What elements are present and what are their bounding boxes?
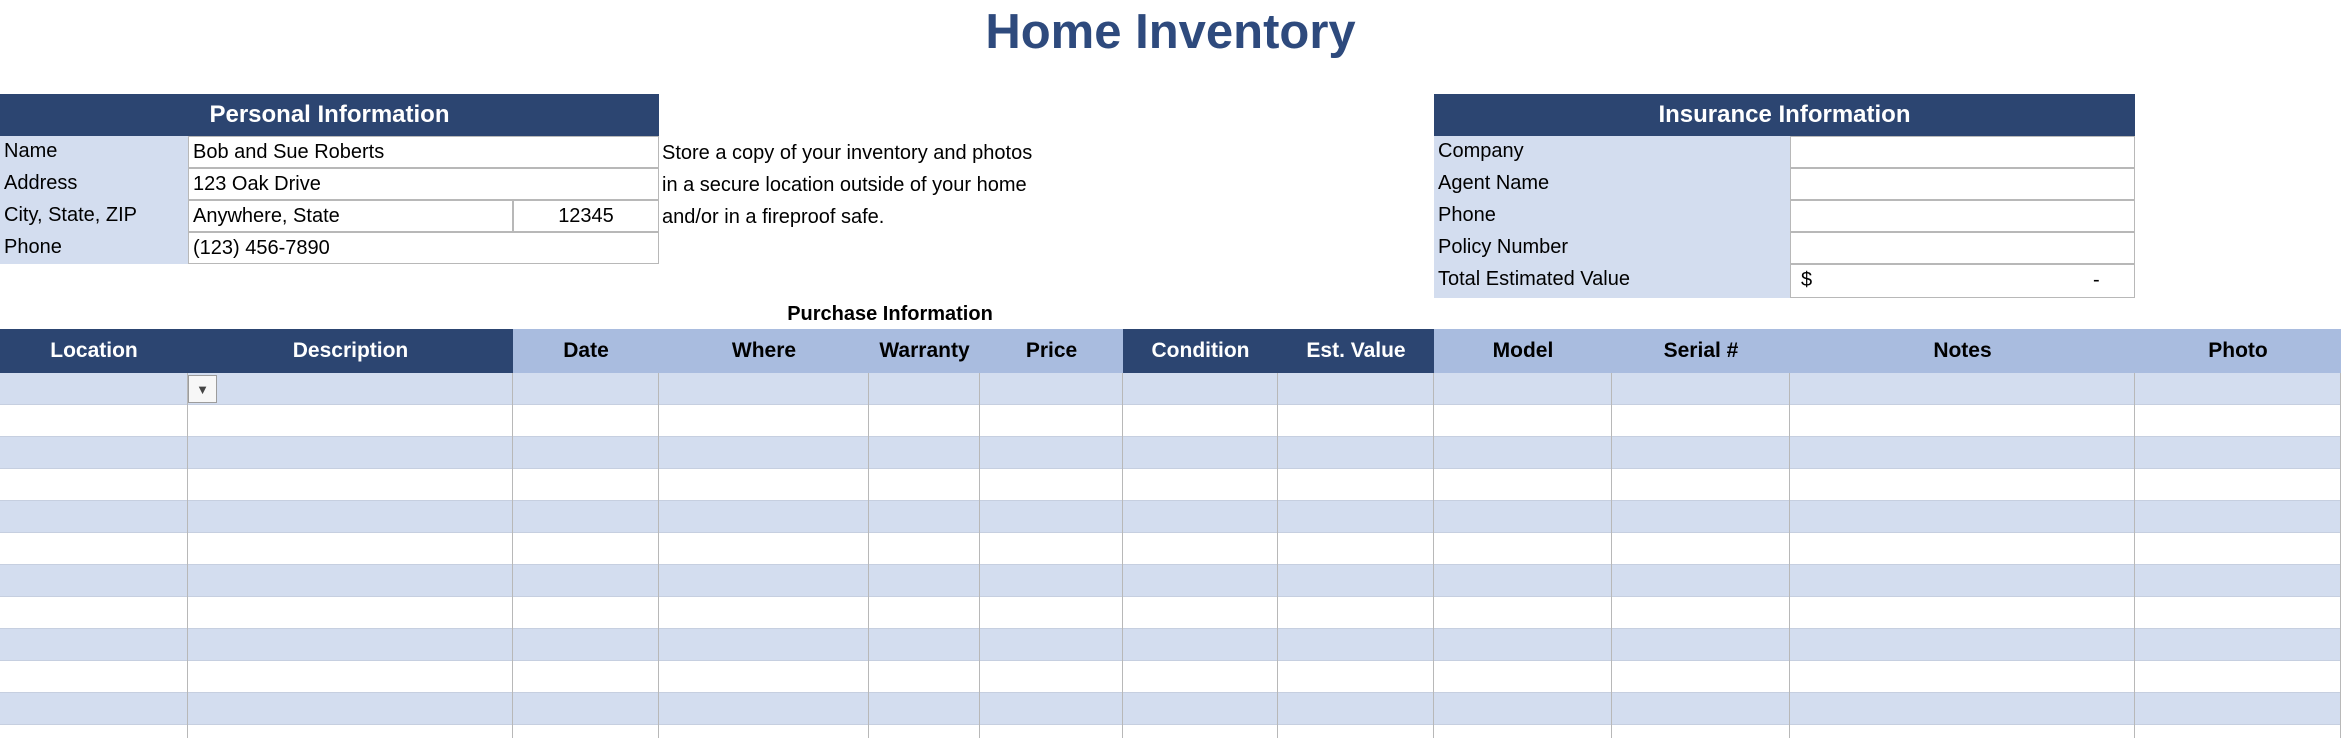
company-label: Company [1434, 136, 1790, 168]
column-header-est-value[interactable]: Est. Value [1278, 329, 1434, 373]
table-cell[interactable] [513, 693, 659, 725]
total-estimated-value-field [1790, 264, 2135, 298]
table-cell[interactable] [869, 597, 980, 629]
table-cell[interactable] [513, 725, 659, 738]
table-cell[interactable] [2135, 501, 2341, 533]
table-cell[interactable] [0, 565, 188, 597]
table-row [0, 725, 2341, 738]
table-cell[interactable] [1278, 533, 1434, 565]
table-row [0, 469, 2341, 501]
table-cell[interactable] [1612, 405, 1790, 437]
table-cell[interactable] [513, 661, 659, 693]
table-cell[interactable] [659, 597, 869, 629]
table-cell[interactable] [513, 437, 659, 469]
table-cell[interactable] [1123, 533, 1278, 565]
table-cell[interactable] [980, 533, 1123, 565]
table-cell[interactable] [0, 405, 188, 437]
table-cell[interactable] [869, 629, 980, 661]
table-cell[interactable] [1278, 469, 1434, 501]
table-cell[interactable] [1278, 693, 1434, 725]
personal-info-header [0, 94, 659, 136]
city-state-field[interactable]: Anywhere, State [188, 200, 513, 232]
table-cell[interactable] [1278, 437, 1434, 469]
table-cell[interactable] [659, 437, 869, 469]
table-cell[interactable] [1123, 629, 1278, 661]
table-cell[interactable] [1123, 437, 1278, 469]
table-cell[interactable] [188, 405, 513, 437]
table-row [0, 533, 2341, 565]
table-cell[interactable] [1123, 661, 1278, 693]
table-cell[interactable] [1434, 725, 1612, 738]
table-cell[interactable] [2135, 629, 2341, 661]
table-cell[interactable] [1123, 501, 1278, 533]
table-row [0, 437, 2341, 469]
table-cell[interactable] [1790, 373, 2135, 405]
table-row [0, 565, 2341, 597]
table-cell[interactable] [513, 629, 659, 661]
table-cell[interactable] [659, 629, 869, 661]
table-cell[interactable] [980, 661, 1123, 693]
table-cell[interactable] [0, 437, 188, 469]
column-header-price[interactable]: Price [980, 329, 1123, 373]
purchase-info-label: Purchase Information [787, 303, 993, 325]
table-cell[interactable] [2135, 405, 2341, 437]
agent-name-field[interactable] [1790, 168, 2135, 200]
filter-dropdown-button[interactable] [188, 375, 217, 403]
column-header-serial[interactable]: Serial # [1612, 329, 1790, 373]
table-cell[interactable] [1612, 533, 1790, 565]
table-cell[interactable] [2135, 661, 2341, 693]
table-cell[interactable] [2135, 373, 2341, 405]
table-cell[interactable] [1123, 725, 1278, 738]
table-cell[interactable] [513, 373, 659, 405]
table-cell[interactable] [869, 725, 980, 738]
table-cell[interactable] [980, 693, 1123, 725]
phone-field[interactable]: (123) 456-7890 [188, 232, 659, 264]
column-header-date[interactable]: Date [513, 329, 659, 373]
table-cell[interactable] [980, 373, 1123, 405]
table-cell[interactable] [1790, 565, 2135, 597]
table-cell[interactable] [1434, 565, 1612, 597]
table-cell[interactable] [1790, 405, 2135, 437]
table-row [0, 661, 2341, 693]
table-cell[interactable] [869, 373, 980, 405]
table-row [0, 597, 2341, 629]
column-header-description[interactable]: Description [188, 329, 513, 373]
table-cell[interactable] [980, 597, 1123, 629]
table-cell[interactable] [1123, 565, 1278, 597]
company-field[interactable] [1790, 136, 2135, 168]
table-cell[interactable] [1434, 693, 1612, 725]
column-header-notes[interactable]: Notes [1790, 329, 2135, 373]
table-cell[interactable] [2135, 469, 2341, 501]
table-cell[interactable] [188, 565, 513, 597]
table-cell[interactable] [513, 565, 659, 597]
table-cell[interactable] [0, 725, 188, 738]
currency-symbol: $ [1801, 269, 1813, 291]
table-cell[interactable] [1434, 661, 1612, 693]
table-cell[interactable] [659, 533, 869, 565]
insurance-info-header [1434, 94, 2135, 136]
table-cell[interactable] [980, 629, 1123, 661]
table-cell[interactable] [2135, 533, 2341, 565]
table-cell[interactable] [659, 501, 869, 533]
insurance-phone-field[interactable] [1790, 200, 2135, 232]
table-cell[interactable] [869, 437, 980, 469]
table-row [0, 629, 2341, 661]
table-cell[interactable] [1434, 629, 1612, 661]
table-cell[interactable] [1434, 597, 1612, 629]
table-cell[interactable] [1434, 469, 1612, 501]
table-cell[interactable] [1123, 373, 1278, 405]
name-field[interactable]: Bob and Sue Roberts [188, 136, 659, 168]
table-cell[interactable] [980, 725, 1123, 738]
table-cell[interactable] [513, 533, 659, 565]
table-cell[interactable] [1790, 501, 2135, 533]
table-cell[interactable] [1612, 693, 1790, 725]
policy-number-label: Policy Number [1434, 232, 1790, 264]
table-cell[interactable] [659, 405, 869, 437]
total-estimated-value: - [2093, 269, 2100, 291]
table-cell[interactable] [188, 597, 513, 629]
table-cell[interactable] [659, 565, 869, 597]
table-cell[interactable] [1278, 597, 1434, 629]
table-cell[interactable] [1434, 501, 1612, 533]
personal-info-header-label: Personal Information [209, 101, 450, 128]
table-cell[interactable] [1278, 661, 1434, 693]
table-cell[interactable] [1123, 469, 1278, 501]
table-cell[interactable] [869, 501, 980, 533]
table-cell[interactable] [1790, 597, 2135, 629]
table-cell[interactable] [0, 629, 188, 661]
table-cell[interactable] [0, 469, 188, 501]
table-cell[interactable] [1434, 437, 1612, 469]
table-cell[interactable] [1278, 725, 1434, 738]
table-cell[interactable] [980, 469, 1123, 501]
table-cell[interactable] [980, 437, 1123, 469]
city-state-zip-label: City, State, ZIP [0, 200, 188, 232]
table-cell[interactable] [1612, 597, 1790, 629]
storage-note-line-1: Store a copy of your inventory and photos [662, 142, 1033, 164]
table-cell[interactable] [659, 725, 869, 738]
column-header-where[interactable]: Where [659, 329, 869, 373]
name-label: Name [0, 136, 188, 168]
table-cell[interactable] [1434, 405, 1612, 437]
table-cell[interactable] [2135, 597, 2341, 629]
table-cell[interactable] [2135, 693, 2341, 725]
table-cell[interactable] [1612, 661, 1790, 693]
table-cell[interactable] [188, 469, 513, 501]
table-cell[interactable] [1612, 373, 1790, 405]
table-cell[interactable] [2135, 437, 2341, 469]
table-cell[interactable] [980, 501, 1123, 533]
table-cell[interactable] [1612, 565, 1790, 597]
table-cell[interactable] [1434, 533, 1612, 565]
table-cell[interactable] [1278, 373, 1434, 405]
table-cell[interactable] [1278, 565, 1434, 597]
table-cell[interactable] [513, 597, 659, 629]
inventory-grid [0, 373, 2341, 738]
table-cell[interactable] [1790, 533, 2135, 565]
table-cell[interactable] [188, 533, 513, 565]
table-row [0, 373, 2341, 405]
table-row [0, 693, 2341, 725]
table-cell[interactable] [0, 693, 188, 725]
insurance-info-header-label: Insurance Information [1658, 101, 1911, 128]
table-cell[interactable] [659, 373, 869, 405]
total-estimated-value-label: Total Estimated Value [1434, 264, 1790, 298]
column-header-photo[interactable]: Photo [2135, 329, 2341, 373]
table-cell[interactable] [1434, 373, 1612, 405]
table-cell[interactable] [869, 533, 980, 565]
table-cell[interactable] [659, 661, 869, 693]
table-cell[interactable] [659, 469, 869, 501]
address-field[interactable]: 123 Oak Drive [188, 168, 659, 200]
table-cell[interactable] [1123, 693, 1278, 725]
page-title: Home Inventory [985, 5, 1356, 59]
table-cell[interactable] [1790, 725, 2135, 738]
table-cell[interactable] [0, 661, 188, 693]
table-cell[interactable] [1612, 629, 1790, 661]
table-cell[interactable] [188, 437, 513, 469]
table-cell[interactable] [0, 597, 188, 629]
table-cell[interactable] [188, 629, 513, 661]
table-cell[interactable] [1790, 469, 2135, 501]
table-cell[interactable] [1612, 469, 1790, 501]
storage-note-line-3: and/or in a fireproof safe. [662, 206, 885, 228]
table-cell[interactable] [188, 693, 513, 725]
table-cell[interactable] [1612, 501, 1790, 533]
table-cell[interactable] [659, 693, 869, 725]
table-row [0, 501, 2341, 533]
table-cell[interactable] [1790, 661, 2135, 693]
table-cell[interactable] [1612, 437, 1790, 469]
table-cell[interactable] [1123, 405, 1278, 437]
table-cell[interactable] [188, 373, 513, 405]
table-cell[interactable] [1790, 629, 2135, 661]
table-cell[interactable] [0, 501, 188, 533]
table-cell[interactable] [869, 405, 980, 437]
table-cell[interactable] [2135, 725, 2341, 738]
table-cell[interactable] [869, 661, 980, 693]
table-row [0, 405, 2341, 437]
agent-name-label: Agent Name [1434, 168, 1790, 200]
column-header-location[interactable]: Location [0, 329, 188, 373]
table-cell[interactable] [0, 533, 188, 565]
storage-note-line-2: in a secure location outside of your home [662, 174, 1027, 196]
table-cell[interactable] [1278, 501, 1434, 533]
table-cell[interactable] [513, 405, 659, 437]
table-cell[interactable] [980, 565, 1123, 597]
address-label: Address [0, 168, 188, 200]
table-cell[interactable] [513, 501, 659, 533]
insurance-phone-label: Phone [1434, 200, 1790, 232]
table-cell[interactable] [1278, 629, 1434, 661]
table-cell[interactable] [2135, 565, 2341, 597]
table-cell[interactable] [980, 405, 1123, 437]
column-header-warranty[interactable]: Warranty [869, 329, 980, 373]
table-cell[interactable] [513, 469, 659, 501]
table-cell[interactable] [869, 693, 980, 725]
chevron-down-icon: ▼ [196, 381, 209, 397]
table-cell[interactable] [1790, 693, 2135, 725]
column-header-model[interactable]: Model [1434, 329, 1612, 373]
policy-number-field[interactable] [1790, 232, 2135, 264]
table-cell[interactable] [1612, 725, 1790, 738]
column-header-condition[interactable]: Condition [1123, 329, 1278, 373]
zip-field[interactable]: 12345 [513, 200, 659, 232]
table-cell[interactable] [188, 661, 513, 693]
table-cell[interactable] [0, 373, 188, 405]
table-cell[interactable] [1123, 597, 1278, 629]
phone-label: Phone [0, 232, 188, 264]
table-cell[interactable] [1790, 437, 2135, 469]
table-cell[interactable] [188, 501, 513, 533]
table-cell[interactable] [869, 469, 980, 501]
table-cell[interactable] [869, 565, 980, 597]
table-cell[interactable] [1278, 405, 1434, 437]
table-cell[interactable] [188, 725, 513, 738]
